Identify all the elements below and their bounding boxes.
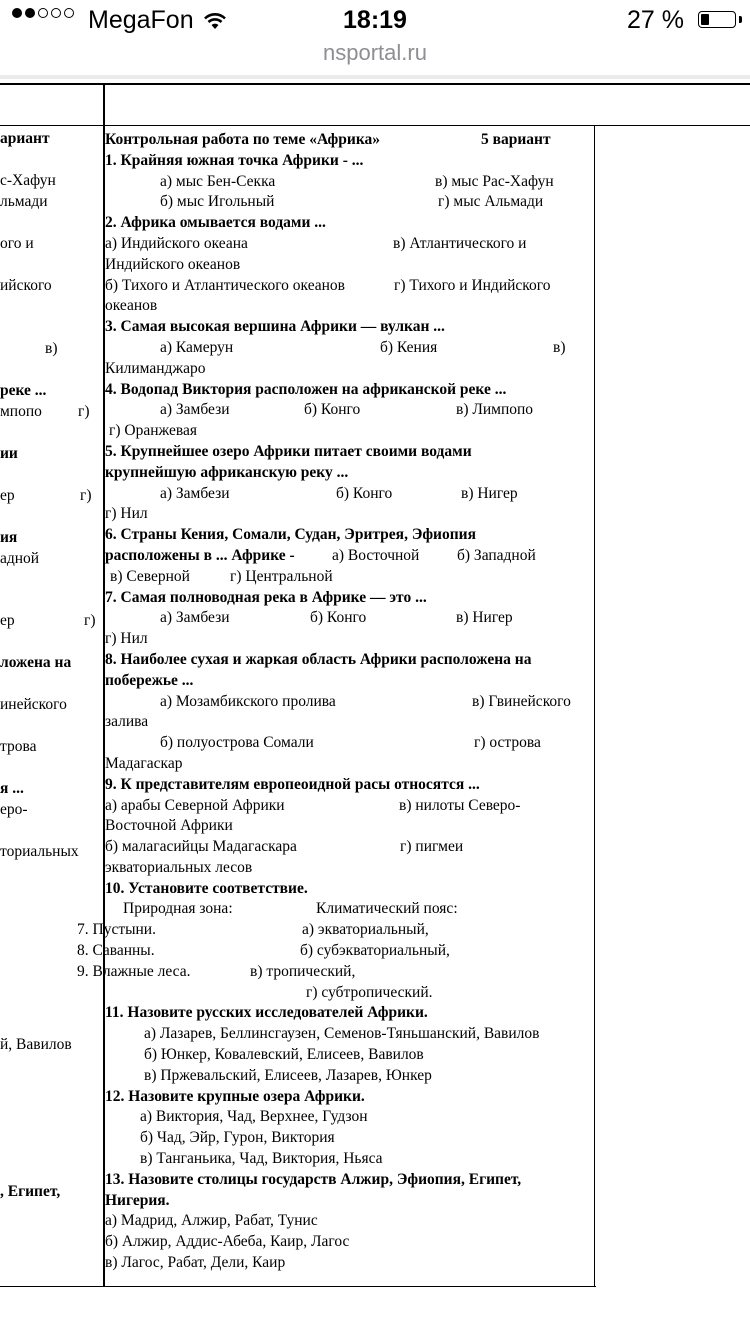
question-8-cont: побережье ... [105, 671, 194, 689]
left-text: ториальных [0, 843, 79, 860]
answer-option: г) Нил [105, 505, 148, 523]
left-text: ер [0, 487, 15, 504]
question-1: 1. Крайняя южная точка Африки - ... [105, 151, 364, 169]
answer-option: в) Нигер [461, 484, 518, 502]
test-header-row [105, 130, 597, 151]
column-header-zone: Природная зона: [123, 900, 233, 918]
question-7: 7. Самая полноводная река в Африке — это ... [105, 588, 427, 606]
variant-label: 5 вариант [481, 131, 551, 148]
answer-option: б) Конго [310, 609, 367, 627]
left-text: я ... [0, 780, 24, 797]
left-text: г) [78, 403, 90, 420]
climate-belt: в) тропический, [250, 962, 356, 980]
answer-option: г) пигмеи [400, 838, 464, 856]
answer-option: в) Северной [110, 567, 190, 585]
answer-option: б) Кения [380, 338, 438, 356]
question-11: 11. Назовите русских исследователей Африки. [105, 1004, 428, 1022]
answer-option: в) Гвинейского [472, 692, 571, 710]
answer-option: б) Чад, Эйр, Гурон, Виктория [140, 1129, 335, 1147]
table-bottom-border [0, 1286, 596, 1287]
answer-option: в) [553, 338, 566, 356]
answer-option: а) Замбези [160, 609, 230, 627]
answer-option: б) Тихого и Атлантического океанов [105, 276, 346, 294]
carrier-name: MegaFon [88, 6, 194, 34]
answer-option: в) мыс Рас-Хафун [435, 172, 554, 190]
answer-option: а) Замбези [160, 484, 230, 502]
left-text: й, Вавилов [0, 1036, 72, 1053]
left-text: льмади [0, 193, 48, 210]
left-text: еро- [0, 801, 28, 818]
answer-option-cont: Килиманджаро [105, 359, 206, 377]
answer-option: г) острова [474, 734, 541, 752]
answer-option-cont: экваториальных лесов [105, 858, 253, 876]
question-13: 13. Назовите столицы государств Алжир, Эфиопия, Египет, [105, 1170, 522, 1188]
question-13-cont: Нигерия. [105, 1191, 170, 1209]
question-5: 5. Крупнейшее озеро Африки питает своими водами [105, 442, 472, 460]
answer-option: а) Восточной [332, 546, 420, 564]
answer-option: а) Лазарев, Беллинсгаузен, Семенов-Тяньшанский, Вавилов [144, 1025, 540, 1043]
answer-option: а) Мозамбикского пролива [160, 692, 336, 710]
battery-percentage: 27 % [627, 6, 684, 34]
table-top-border [0, 83, 750, 85]
left-text: адной [0, 550, 40, 567]
question-6: 6. Страны Кения, Сомали, Судан, Эритрея, Эфиопия [105, 526, 476, 544]
test-variant-5 [77, 126, 597, 1274]
answer-option: а) арабы Северной Африки [105, 796, 285, 814]
column-header-belt: Климатический пояс: [316, 900, 458, 918]
climate-belt: г) субтропический. [306, 983, 433, 1001]
climate-belt: а) экваториальный, [302, 921, 429, 939]
answer-option: г) Оранжевая [109, 422, 198, 440]
answer-option: б) малагасийцы Мадагаскара [105, 838, 297, 856]
natural-zone: 8. Саванны. [77, 942, 155, 960]
question-9: 9. К представителям европеоидной расы относятся ... [105, 775, 480, 793]
left-text: трова [0, 738, 37, 755]
question-8: 8. Наиболее сухая и жаркая область Африки расположена на [105, 650, 532, 668]
answer-option: а) мыс Бен-Секка [160, 172, 276, 190]
answer-option: б) Западной [457, 546, 536, 564]
answer-option: б) Конго [304, 401, 361, 419]
address-bar[interactable]: nsportal.ru [323, 40, 427, 65]
answer-option: а) Камерун [160, 338, 234, 356]
status-bar [0, 0, 750, 40]
answer-option: в) Лимпопо [456, 401, 534, 419]
question-2: 2. Африка омывается водами ... [105, 214, 326, 232]
test-title: Контрольная работа по теме «Африка» [105, 131, 381, 148]
answer-option: г) Нил [105, 630, 148, 648]
battery-tip [739, 16, 742, 23]
left-text: ложена на [0, 654, 72, 671]
answer-option: б) Конго [336, 484, 393, 502]
question-12: 12. Назовите крупные озера Африки. [105, 1087, 365, 1105]
question-3: 3. Самая высокая вершина Африки — вулкан ... [105, 318, 445, 336]
answer-option: г) Центральной [230, 567, 333, 585]
question-10: 10. Установите соответствие. [105, 879, 308, 897]
left-text: реке ... [0, 382, 47, 399]
answer-option: а) Индийского океана [105, 234, 248, 252]
natural-zone: 9. Влажные леса. [77, 962, 191, 980]
left-column-cut [0, 126, 104, 1286]
left-text: мпопо [0, 403, 42, 420]
question-6-cont: расположены в ... Африке - [105, 546, 295, 564]
answer-option-cont: залива [105, 713, 149, 731]
clock: 18:19 [343, 6, 407, 34]
answer-option: а) Мадрид, Алжир, Рабат, Тунис [105, 1212, 318, 1230]
left-text: с-Хафун [0, 172, 56, 189]
battery-icon [698, 11, 736, 28]
answer-option: в) Атлантического и [393, 234, 527, 252]
left-text: , Египет, [0, 1183, 61, 1200]
answer-option: а) Виктория, Чад, Верхнее, Гудзон [140, 1108, 368, 1126]
left-text: г) [84, 612, 96, 629]
climate-belt: б) субэкваториальный, [300, 942, 450, 960]
answer-option: б) мыс Игольный [160, 193, 275, 211]
answer-option-cont: Индийского океанов [105, 255, 241, 273]
left-text: в) [45, 340, 58, 357]
answer-option: в) Пржевальский, Елисеев, Лазарев, Юнкер [144, 1066, 432, 1084]
answer-option: в) Лагос, Рабат, Дели, Каир [105, 1254, 286, 1272]
question-5-cont: крупнейшую африканскую реку ... [105, 463, 349, 481]
answer-option: а) Замбези [160, 401, 230, 419]
left-text: ия [0, 529, 18, 546]
answer-option-cont: Восточной Африки [105, 817, 233, 835]
left-text: ого и [0, 235, 34, 252]
left-text: ии [0, 445, 18, 462]
answer-option: г) Тихого и Индийского [394, 276, 551, 294]
left-text: инейского [0, 696, 67, 713]
left-text: ер [0, 612, 15, 629]
answer-option: б) полуострова Сомали [160, 734, 314, 752]
answer-option-cont: Мадагаскар [105, 754, 183, 772]
address-bar-divider [0, 75, 750, 79]
left-text: ариант [0, 130, 50, 147]
answer-option: б) Алжир, Аддис-Абеба, Каир, Лагос [105, 1233, 350, 1251]
left-text: г) [80, 487, 92, 504]
answer-option-cont: океанов [105, 297, 158, 315]
answer-option: в) Танганьика, Чад, Виктория, Ньяса [140, 1150, 383, 1168]
answer-option: в) Нигер [456, 609, 513, 627]
left-text: ийского [0, 277, 52, 294]
answer-option: б) Юнкер, Ковалевский, Елисеев, Вавилов [144, 1046, 424, 1064]
natural-zone: 7. Пустыни. [77, 921, 156, 939]
question-4: 4. Водопад Виктория расположен на африканской реке ... [105, 380, 507, 398]
answer-option: г) мыс Альмади [438, 193, 544, 211]
answer-option: в) нилоты Северо- [399, 796, 521, 814]
